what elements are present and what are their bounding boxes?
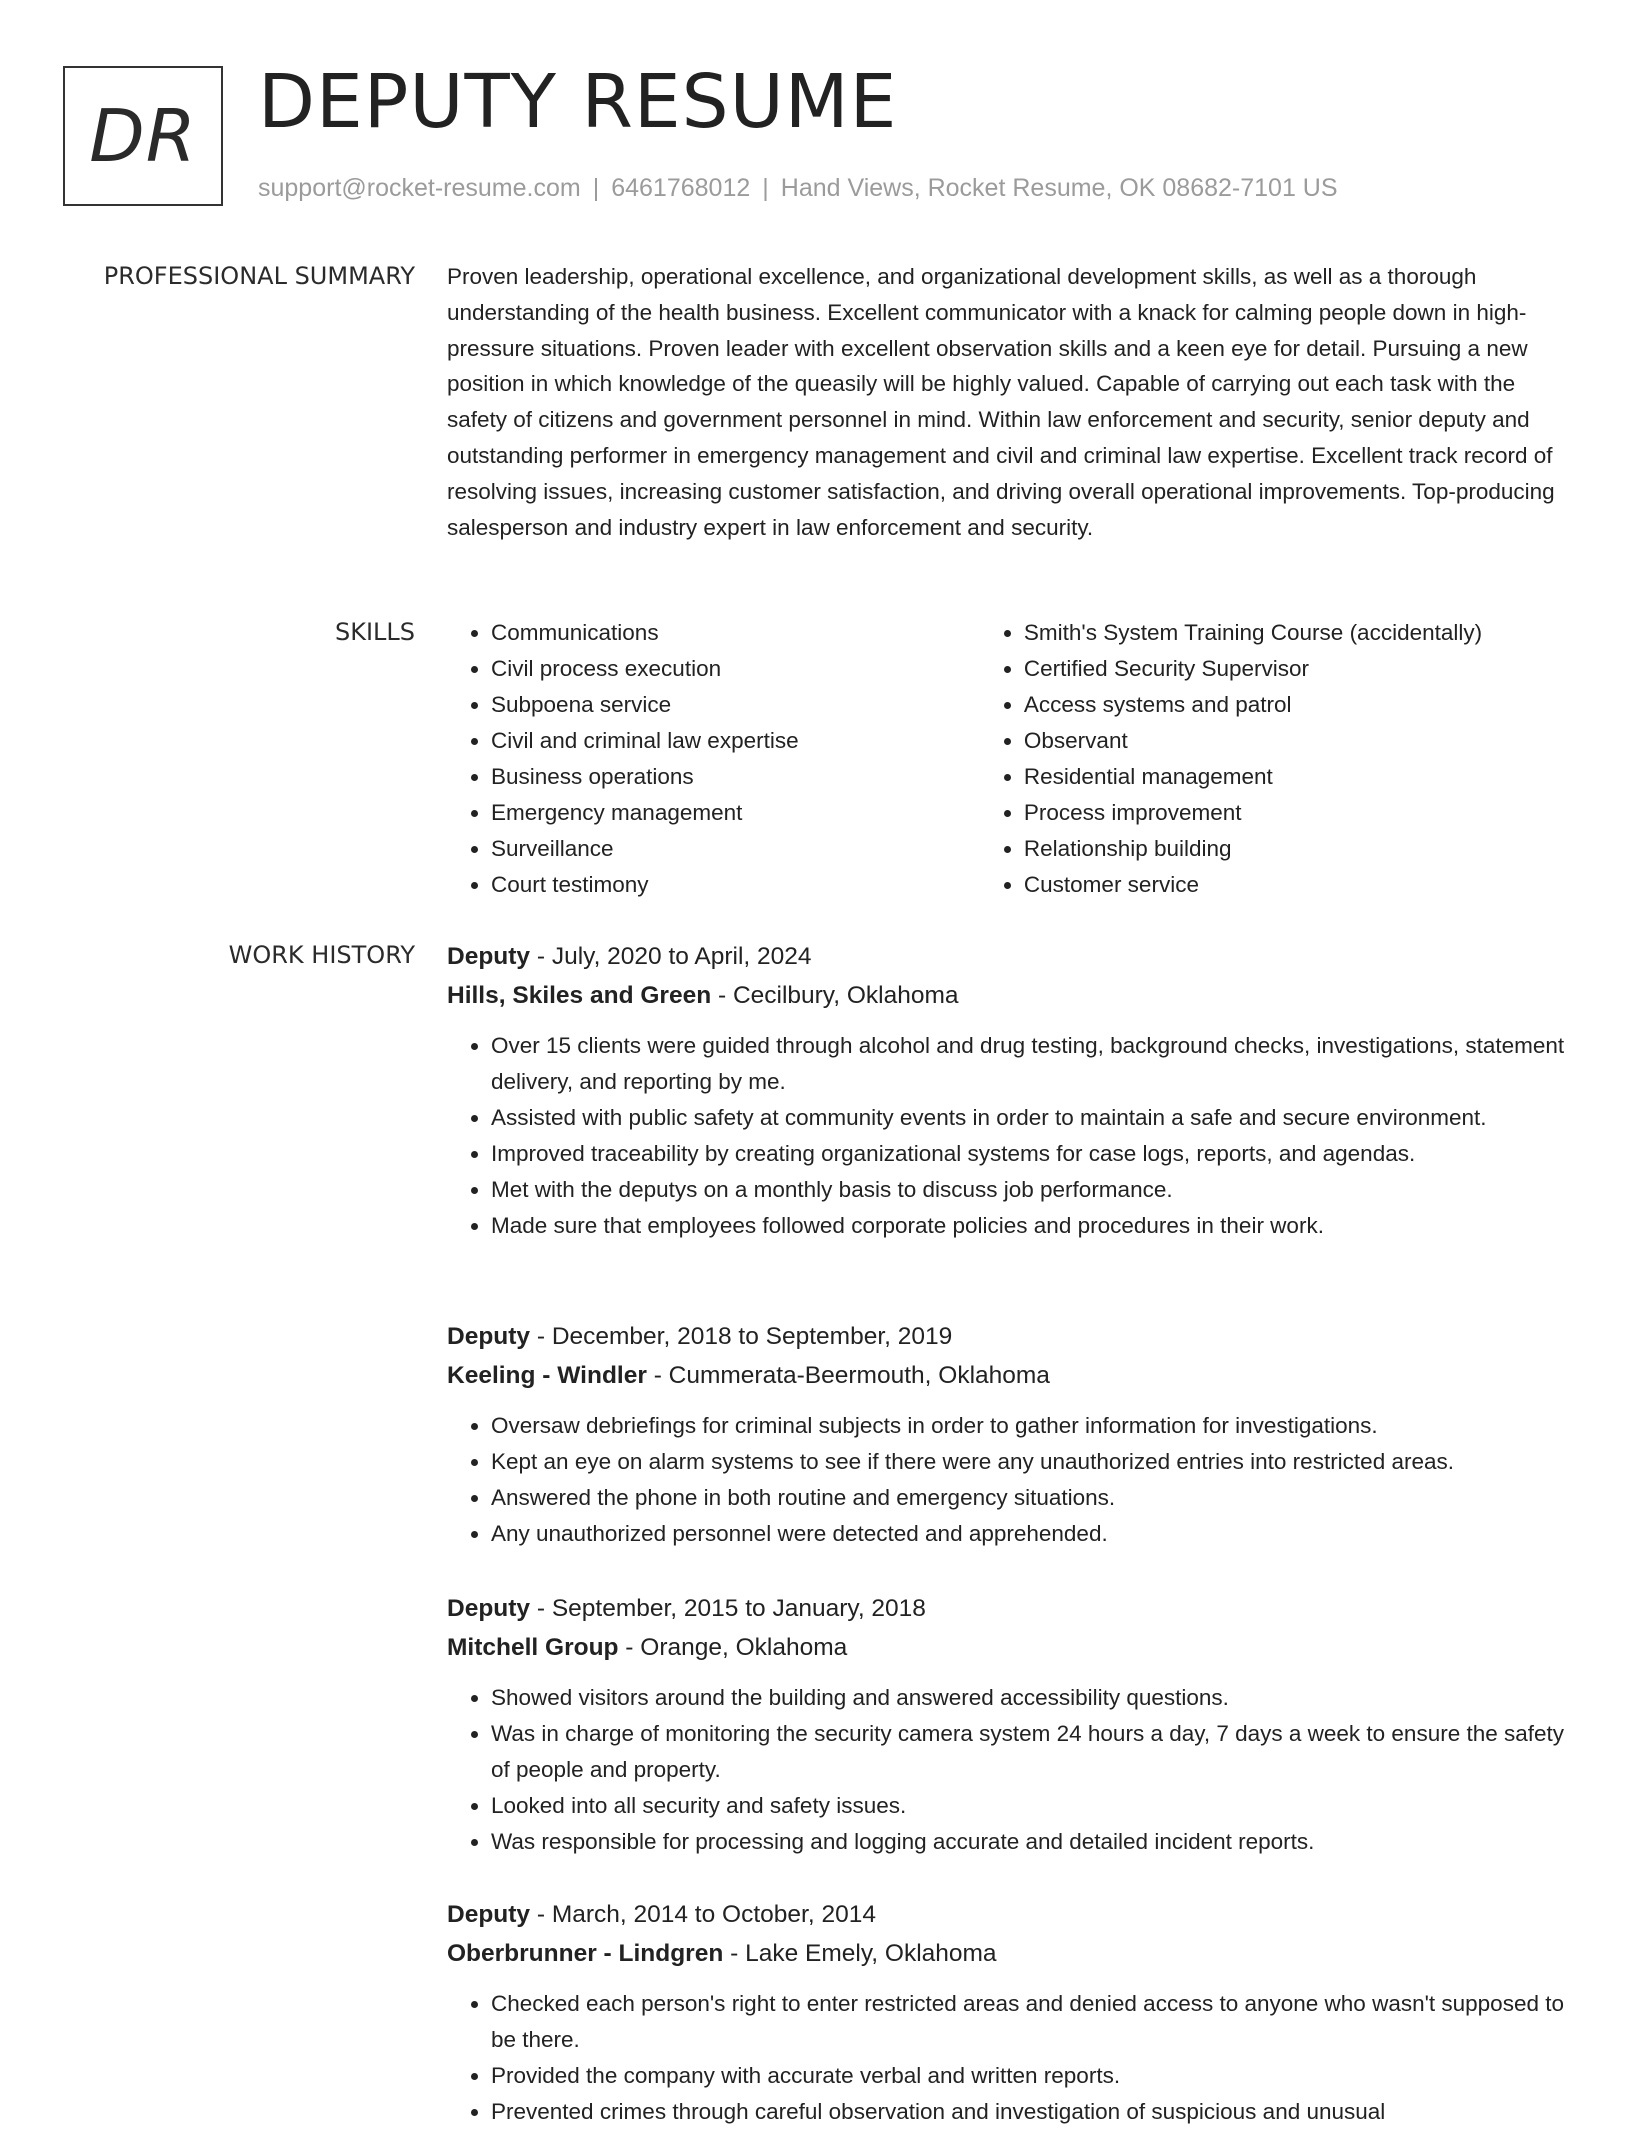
skill-item: • Observant <box>1024 723 1565 759</box>
initials-monogram <box>63 66 223 206</box>
job-entry <box>447 938 1565 1244</box>
job-entry <box>447 1896 1565 2130</box>
contact-phone[interactable]: 6461768012 <box>611 174 751 202</box>
job-bullet: • Was responsible for processing and logging accurate and detailed incident reports. <box>491 1824 1565 1860</box>
job-company: Hills, Skiles and Green <box>447 982 712 1009</box>
job-bullet: • Kept an eye on alarm systems to see if there were any unauthorized entries into restricted areas. <box>491 1444 1565 1480</box>
job-company: Mitchell Group <box>447 1634 619 1661</box>
job-bullet: • Prevented crimes through careful observation and investigation of suspicious and unusual <box>491 2094 1565 2130</box>
job-title: Deputy <box>447 1323 531 1350</box>
job-title-line <box>447 1590 1565 1628</box>
skill-item: • Relationship building <box>1024 831 1565 867</box>
job-bullet: • Over 15 clients were guided through alcohol and drug testing, background checks, investigations, statement delivery, and reporting by me. <box>491 1028 1565 1100</box>
job-bullet: • Provided the company with accurate verbal and written reports. <box>491 2058 1565 2094</box>
job-title-line <box>447 1318 1565 1356</box>
job-bullet: • Assisted with public safety at community events in order to maintain a safe and secure environment. <box>491 1100 1565 1136</box>
job-bullet: • Looked into all security and safety issues. <box>491 1788 1565 1824</box>
job-location: - Cecilbury, Oklahoma <box>711 982 959 1009</box>
skill-item: • Access systems and patrol <box>1024 687 1565 723</box>
job-bullet: • Checked each person's right to enter restricted areas and denied access to anyone who wasn't supposed to be there. <box>491 1986 1565 2058</box>
job-dates: - December, 2018 to September, 2019 <box>530 1323 953 1350</box>
resume-title: DEPUTY RESUME <box>258 59 898 145</box>
job-company-line <box>447 1934 1565 1974</box>
job-bullet: • Met with the deputys on a monthly basis to discuss job performance. <box>491 1172 1565 1208</box>
skill-item: • Civil process execution <box>491 651 980 687</box>
skill-item: • Surveillance <box>491 831 980 867</box>
job-location: - Cummerata-Beermouth, Oklahoma <box>646 1362 1050 1389</box>
job-bullet-list <box>447 1986 1565 2130</box>
job-bullet-list <box>447 1028 1565 1244</box>
contact-separator: | <box>762 174 769 202</box>
contact-line <box>258 174 1338 203</box>
skills-heading: SKILLS <box>334 618 415 646</box>
job-location: - Orange, Oklahoma <box>618 1634 848 1661</box>
job-title: Deputy <box>447 1595 531 1622</box>
job-bullet-list <box>447 1680 1565 1860</box>
contact-separator: | <box>592 174 600 202</box>
job-bullet: • Oversaw debriefings for criminal subjects in order to gather information for investigations. <box>491 1408 1565 1444</box>
job-bullet: • Showed visitors around the building and answered accessibility questions. <box>491 1680 1565 1716</box>
skill-item: • Process improvement <box>1024 795 1565 831</box>
job-company-line <box>447 1628 1565 1668</box>
skill-item: • Smith's System Training Course (accidentally) <box>1024 615 1565 651</box>
job-dates: - July, 2020 to April, 2024 <box>530 943 812 970</box>
skill-item: • Court testimony <box>491 867 980 903</box>
contact-email[interactable]: support@rocket-resume.com <box>258 174 581 202</box>
skill-item: • Subpoena service <box>491 687 980 723</box>
job-company-line <box>447 976 1565 1016</box>
job-company: Keeling - Windler <box>447 1362 647 1389</box>
job-entry <box>447 1590 1565 1860</box>
skill-item: • Emergency management <box>491 795 980 831</box>
summary-text: Proven leadership, operational excellence, and organizational development skills, as well as a thorough understanding of the health business. Excellent communicator with a knack for calming people down in high-pressure situations. Proven leader with excellent observation skills and a keen eye for detail. Pursuing a new position in which knowledge of the queasily will be highly valued. Capable of carrying out each task with the safety of citizens and government personnel in mind. Within law enforcement and security, senior deputy and outstanding performer in emergency management and civil and criminal law expertise. Excellent track record of resolving issues, increasing customer satisfaction, and driving overall operational improvements. Top-producing salesperson and industry expert in law enforcement and security. <box>447 264 1555 540</box>
work-history-heading: WORK HISTORY <box>228 941 415 969</box>
job-bullet: • Was in charge of monitoring the security camera system 24 hours a day, 7 days a week to ensure the safety of people and property. <box>491 1716 1565 1788</box>
job-company: Oberbrunner - Lindgren <box>447 1940 724 1967</box>
skill-item: • Communications <box>491 615 980 651</box>
job-title: Deputy <box>447 1901 531 1928</box>
job-dates: - September, 2015 to January, 2018 <box>530 1595 926 1622</box>
job-location: - Lake Emely, Oklahoma <box>723 1940 997 1967</box>
job-dates: - March, 2014 to October, 2014 <box>530 1901 876 1928</box>
job-title-line <box>447 938 1565 976</box>
skill-item: • Certified Security Supervisor <box>1024 651 1565 687</box>
contact-address: Hand Views, Rocket Resume, OK 08682-7101 US <box>780 174 1338 202</box>
job-bullet-list <box>447 1408 1565 1552</box>
job-bullet: • Any unauthorized personnel were detected and apprehended. <box>491 1516 1565 1552</box>
skill-item: • Customer service <box>1024 867 1565 903</box>
job-title-line <box>447 1896 1565 1934</box>
skills-list-right <box>980 615 1565 903</box>
skills-list-left <box>447 615 980 903</box>
skill-item: • Business operations <box>491 759 980 795</box>
job-entry <box>447 1318 1565 1552</box>
skill-item: • Residential management <box>1024 759 1565 795</box>
summary-heading: PROFESSIONAL SUMMARY <box>103 262 415 290</box>
job-bullet: • Improved traceability by creating organizational systems for case logs, reports, and agendas. <box>491 1136 1565 1172</box>
skill-item: • Civil and criminal law expertise <box>491 723 980 759</box>
job-bullet: • Made sure that employees followed corporate policies and procedures in their work. <box>491 1208 1565 1244</box>
job-bullet: • Answered the phone in both routine and emergency situations. <box>491 1480 1565 1516</box>
job-title: Deputy <box>447 943 531 970</box>
job-company-line <box>447 1356 1565 1396</box>
initials-text: DR <box>89 94 197 178</box>
